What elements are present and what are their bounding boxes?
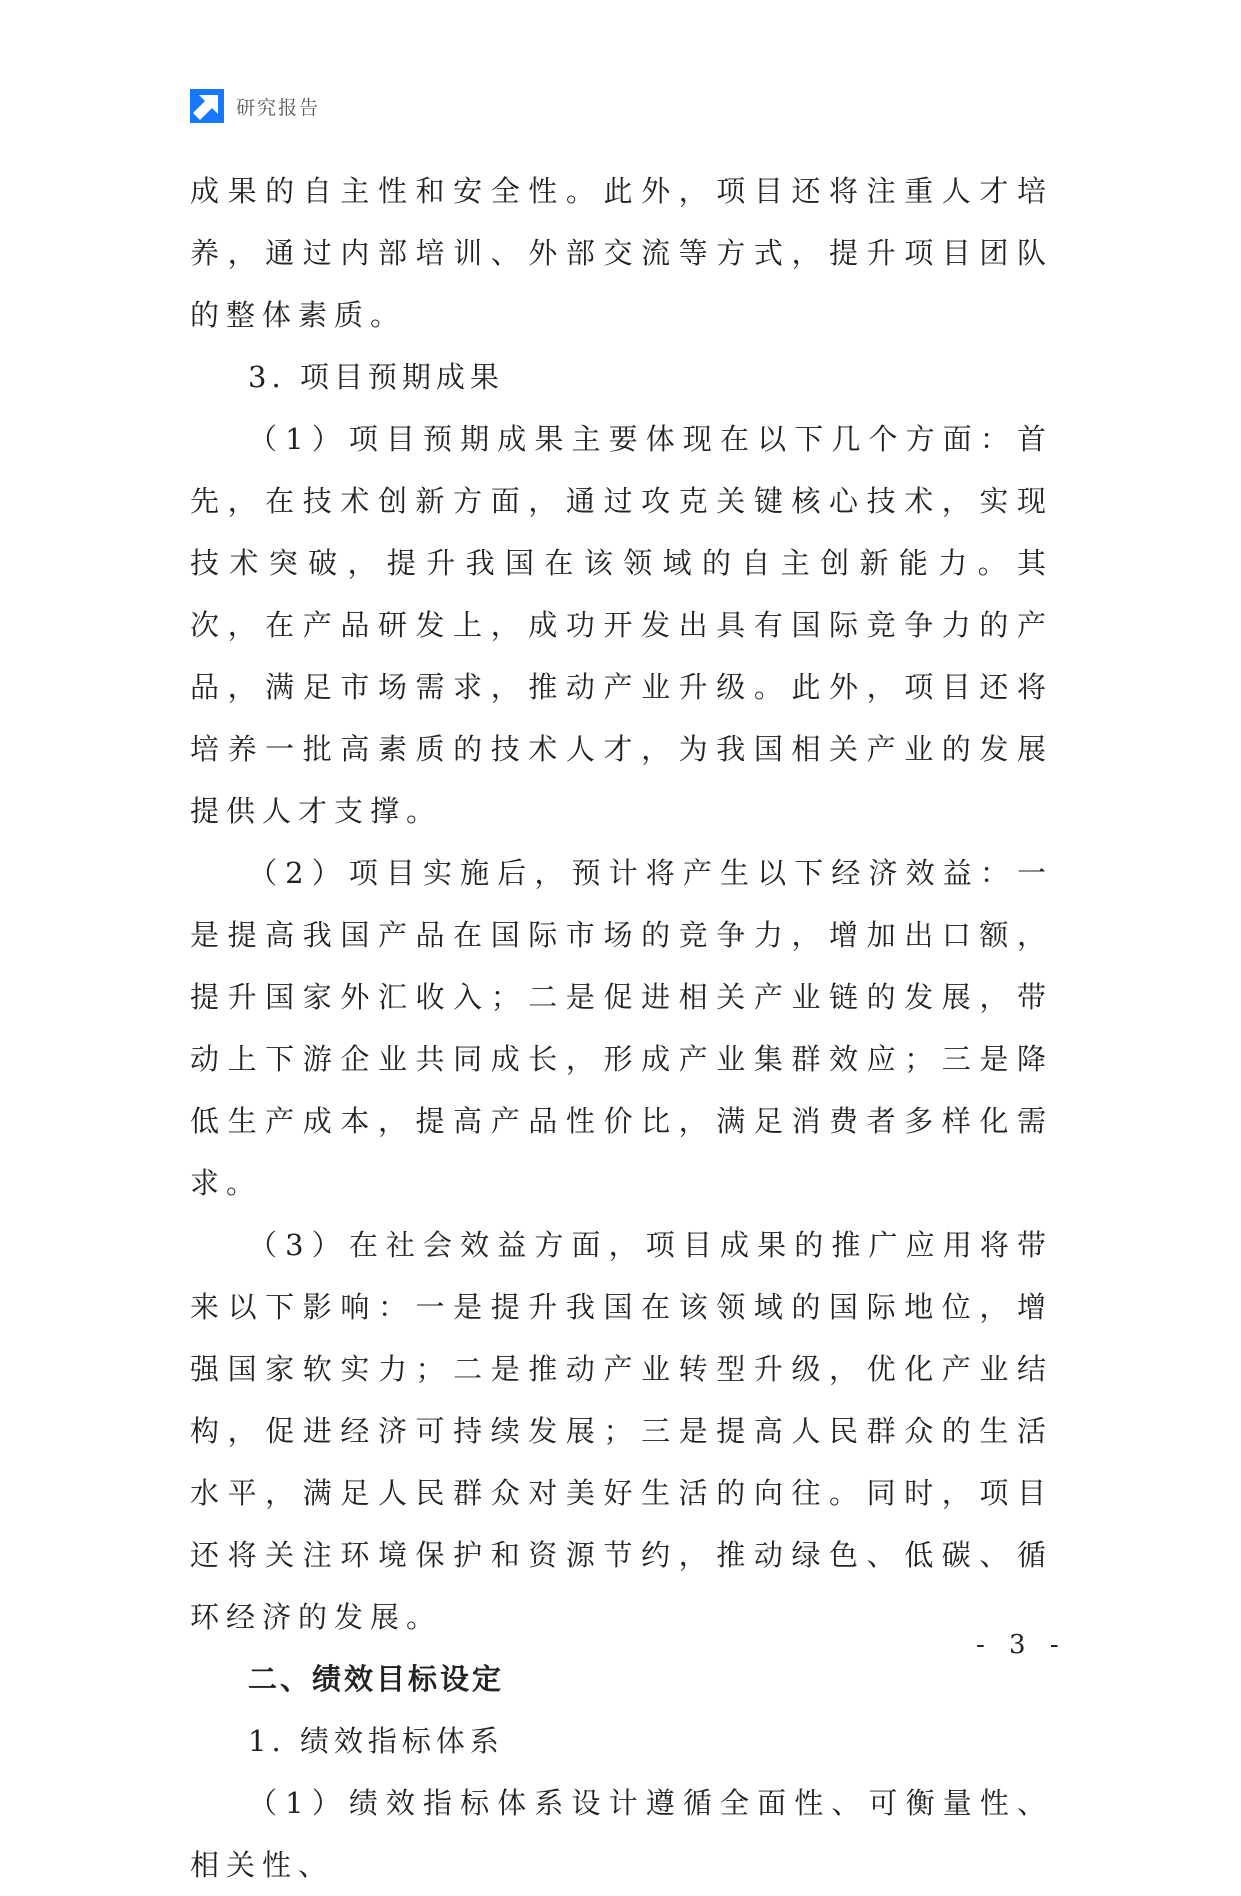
paragraph-4: （1）绩效指标体系设计遵循全面性、可衡量性、相关性、 [190,1786,1053,1882]
arrow-up-right-icon [190,89,224,123]
page-number: - 3 - [976,1630,1067,1660]
header-title: 研究报告 [236,96,321,119]
heading-indicator-system: 1. 绩效指标体系 [248,1724,504,1758]
document-body [190,160,1053,1896]
heading-expected-results: 3. 项目预期成果 [248,360,504,394]
page-header [190,88,320,124]
paragraph-3: （3）在社会效益方面，项目成果的推广应用将带来以下影响：一是提升我国在该领域的国际地位，增强国家软实力；二是推动产业转型升级，优化产业结构，促进经济可持续发展；三是提高人民群众的生活水平，满足人民群众对美好生活的向往。同时，项目还将关注环境保护和资源节约，推动绿色、低碳、循环经济的发展。 [190,1228,1053,1634]
paragraph-2: （2）项目实施后，预计将产生以下经济效益：一是提高我国产品在国际市场的竞争力，增加出口额，提升国家外汇收入；二是促进相关产业链的发展，带动上下游企业共同成长，形成产业集群效应；三是降低生产成本，提高产品性价比，满足消费者多样化需求。 [190,856,1053,1200]
continued-paragraph: 成果的自主性和安全性。此外，项目还将注重人才培养，通过内部培训、外部交流等方式，提升项目团队的整体素质。 [190,174,1053,332]
heading-section-2: 二、绩效目标设定 [248,1662,505,1696]
paragraph-1: （1）项目预期成果主要体现在以下几个方面：首先，在技术创新方面，通过攻克关键核心技术，实现技术突破，提升我国在该领域的自主创新能力。其次，在产品研发上，成功开发出具有国际竞争力的产品，满足市场需求，推动产业升级。此外，项目还将培养一批高素质的技术人才，为我国相关产业的发展提供人才支撑。 [190,422,1053,828]
